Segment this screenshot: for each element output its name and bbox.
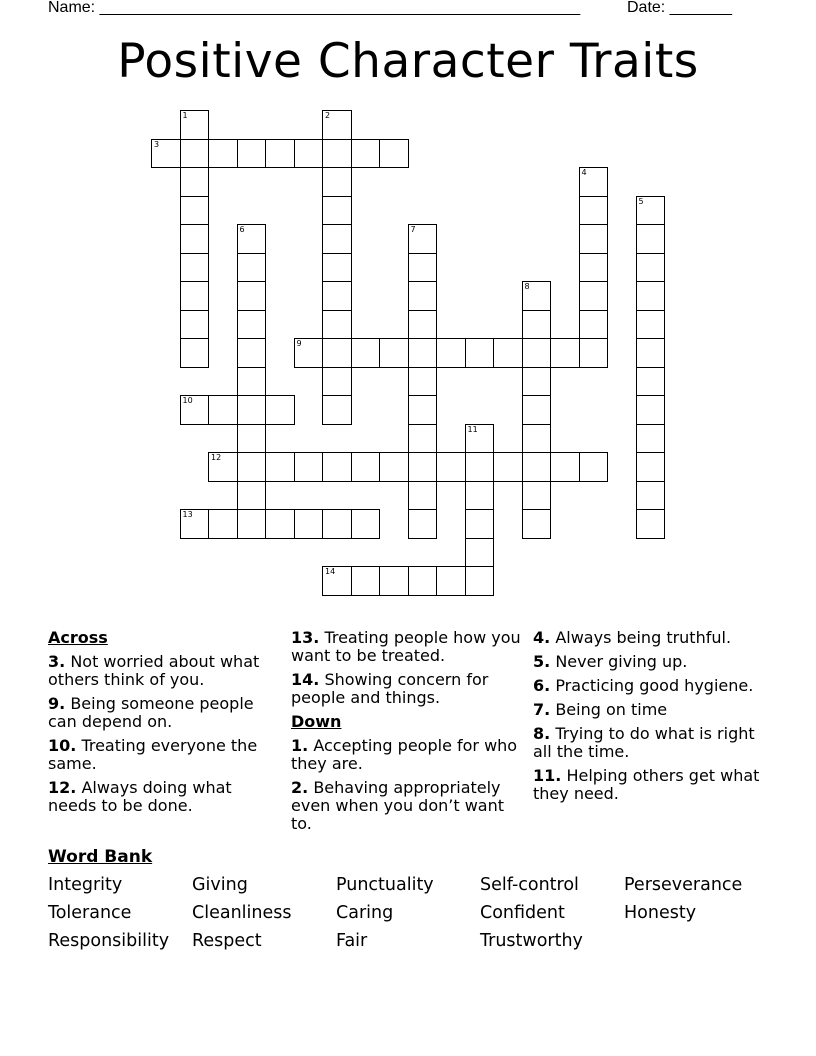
clue-across-14: 14. Showing concern for people and things. — [291, 670, 489, 707]
crossword-cell[interactable] — [322, 253, 352, 283]
crossword-cell[interactable] — [550, 452, 580, 482]
clue-number: 11 — [467, 424, 478, 434]
crossword-cell[interactable] — [180, 167, 210, 197]
crossword-cell[interactable] — [579, 310, 609, 340]
crossword-cell[interactable] — [322, 281, 352, 311]
crossword-cell[interactable] — [180, 139, 210, 169]
clue-number: 1 — [182, 111, 188, 120]
crossword-cell[interactable] — [579, 167, 609, 197]
crossword-cell[interactable] — [408, 509, 438, 539]
clue-down-8: 8. Trying to do what is right all the time. — [533, 724, 755, 761]
word-bank-item: Fair — [336, 931, 368, 951]
crossword-cell[interactable] — [636, 481, 666, 511]
crossword-cell[interactable] — [379, 452, 409, 482]
clue-across-9: 9. Being someone people can depend on. — [48, 694, 254, 731]
crossword-cell[interactable] — [493, 452, 523, 482]
crossword-cell[interactable] — [636, 509, 666, 539]
crossword-cell[interactable] — [180, 281, 210, 311]
crossword-cell[interactable] — [522, 424, 552, 454]
crossword-cell[interactable] — [294, 338, 324, 368]
word-bank-item: Caring — [336, 903, 394, 923]
crossword-cell[interactable] — [237, 338, 267, 368]
word-bank-item: Cleanliness — [192, 903, 292, 923]
crossword-cell[interactable] — [379, 139, 409, 169]
clue-down-2: 2. Behaving appropriately even when you don’t want to. — [291, 778, 504, 833]
crossword-cell[interactable] — [408, 452, 438, 482]
crossword-cell[interactable] — [322, 196, 352, 226]
crossword-cell[interactable] — [208, 139, 238, 169]
crossword-cell[interactable] — [351, 509, 381, 539]
crossword-cell[interactable] — [636, 395, 666, 425]
clue-number: 8 — [524, 282, 530, 291]
clue-number: 6 — [239, 225, 245, 234]
crossword-cell[interactable] — [579, 281, 609, 311]
across-heading: Across — [48, 628, 108, 647]
crossword-cell[interactable] — [265, 139, 295, 169]
clue-across-13: 13. Treating people how you want to be treated. — [291, 628, 521, 665]
crossword-cell[interactable] — [322, 338, 352, 368]
crossword-cell[interactable] — [465, 452, 495, 482]
crossword-cell[interactable] — [579, 224, 609, 254]
word-bank-item: Tolerance — [48, 903, 132, 923]
crossword-cell[interactable] — [465, 481, 495, 511]
clue-down-11: 11. Helping others get what they need. — [533, 766, 760, 803]
crossword-cell[interactable] — [351, 452, 381, 482]
crossword-cell[interactable] — [636, 424, 666, 454]
crossword-cell[interactable] — [436, 452, 466, 482]
word-bank-item: Honesty — [624, 903, 697, 923]
crossword-cell[interactable] — [408, 281, 438, 311]
crossword-cell[interactable] — [636, 310, 666, 340]
crossword-cell[interactable] — [180, 338, 210, 368]
clue-down-7: 7. Being on time — [533, 700, 668, 719]
crossword-cell[interactable] — [636, 224, 666, 254]
crossword-cell[interactable] — [322, 566, 352, 596]
crossword-cell[interactable] — [522, 395, 552, 425]
crossword-cell[interactable] — [180, 310, 210, 340]
clue-number: 14 — [325, 567, 336, 576]
crossword-cell[interactable] — [550, 338, 580, 368]
crossword-cell[interactable] — [294, 139, 324, 169]
crossword-cell[interactable] — [522, 452, 552, 482]
crossword-cell[interactable] — [522, 310, 552, 340]
clue-number: 10 — [182, 396, 193, 405]
crossword-cell[interactable] — [522, 367, 552, 397]
word-bank-item: Self-control — [480, 875, 579, 895]
crossword-cell[interactable] — [579, 253, 609, 283]
crossword-cell[interactable] — [379, 566, 409, 596]
crossword-cell[interactable] — [237, 424, 267, 454]
crossword-cell[interactable] — [180, 395, 210, 425]
name-field[interactable]: Name: ______________________________________________________ — [48, 0, 581, 16]
word-bank-item: Giving — [192, 875, 248, 895]
crossword-cell[interactable] — [265, 509, 295, 539]
crossword-cell[interactable] — [522, 481, 552, 511]
crossword-cell[interactable] — [522, 509, 552, 539]
crossword-cell[interactable] — [351, 566, 381, 596]
clue-down-5: 5. Never giving up. — [533, 652, 688, 671]
clue-number: 13 — [182, 510, 193, 519]
crossword-cell[interactable] — [465, 338, 495, 368]
word-bank-item: Responsibility — [48, 931, 170, 951]
crossword-cell[interactable] — [522, 281, 552, 311]
crossword-cell[interactable] — [237, 281, 267, 311]
crossword-cell[interactable] — [408, 338, 438, 368]
crossword-cell[interactable] — [408, 566, 438, 596]
crossword-cell[interactable] — [579, 196, 609, 226]
crossword-cell[interactable] — [636, 281, 666, 311]
clues-column-1 — [48, 629, 278, 821]
word-bank-item: Perseverance — [624, 875, 743, 895]
crossword-cell[interactable] — [180, 224, 210, 254]
date-field[interactable]: Date: _______ — [627, 0, 732, 16]
crossword-cell[interactable] — [237, 310, 267, 340]
page-title: Positive Character Traits — [117, 34, 699, 89]
crossword-cell[interactable] — [322, 509, 352, 539]
crossword-cell[interactable] — [408, 367, 438, 397]
crossword-cell[interactable] — [408, 310, 438, 340]
word-bank-item: Trustworthy — [480, 931, 583, 951]
word-bank-item: Confident — [480, 903, 565, 923]
crossword-cell[interactable] — [322, 395, 352, 425]
clue-down-1: 1. Accepting people for who they are. — [291, 736, 518, 773]
down-heading: Down — [291, 712, 342, 731]
crossword-cell[interactable] — [265, 452, 295, 482]
word-bank-heading: Word Bank — [48, 847, 153, 867]
crossword-cell[interactable] — [322, 167, 352, 197]
crossword-cell[interactable] — [636, 367, 666, 397]
crossword-cell[interactable] — [436, 566, 466, 596]
clues-column-3 — [533, 629, 773, 809]
clue-across-12: 12. Always doing what needs to be done. — [48, 778, 232, 815]
crossword-cell[interactable] — [180, 196, 210, 226]
crossword-cell[interactable] — [294, 452, 324, 482]
clue-number: 12 — [211, 453, 222, 462]
crossword-cell[interactable] — [322, 110, 352, 140]
crossword-cell[interactable] — [151, 139, 181, 169]
clue-across-10: 10. Treating everyone the same. — [48, 736, 258, 773]
clue-down-4: 4. Always being truthful. — [533, 628, 732, 647]
crossword-cell[interactable] — [265, 395, 295, 425]
clue-number: 2 — [325, 111, 331, 120]
crossword-cell[interactable] — [322, 367, 352, 397]
crossword-cell[interactable] — [237, 139, 267, 169]
crossword-cell[interactable] — [436, 338, 466, 368]
crossword-cell[interactable] — [237, 509, 267, 539]
crossword-cell[interactable] — [636, 452, 666, 482]
clue-number: 4 — [581, 168, 587, 177]
word-bank-item: Punctuality — [336, 875, 434, 895]
crossword-cell[interactable] — [636, 253, 666, 283]
clue-number: 3 — [154, 139, 160, 149]
crossword-cell[interactable] — [351, 139, 381, 169]
clue-across-3: 3. Not worried about what others think of you. — [48, 652, 260, 689]
clues-column-2 — [291, 629, 521, 839]
crossword-cell[interactable] — [408, 424, 438, 454]
crossword-cell[interactable] — [636, 196, 666, 226]
crossword-cell[interactable] — [351, 338, 381, 368]
crossword-cell[interactable] — [465, 538, 495, 568]
clue-number: 9 — [296, 339, 302, 348]
crossword-cell[interactable] — [322, 310, 352, 340]
crossword-cell[interactable] — [322, 139, 352, 169]
clue-number: 7 — [410, 225, 416, 234]
crossword-cell[interactable] — [636, 338, 666, 368]
crossword-cell[interactable] — [237, 481, 267, 511]
crossword-cell[interactable] — [579, 452, 609, 482]
crossword-cell[interactable] — [180, 509, 210, 539]
crossword-cell[interactable] — [208, 509, 238, 539]
clue-down-6: 6. Practicing good hygiene. — [533, 676, 754, 695]
word-bank-item: Integrity — [48, 875, 123, 895]
crossword-cell[interactable] — [322, 452, 352, 482]
word-bank-item: Respect — [192, 931, 262, 951]
crossword-cell[interactable] — [208, 395, 238, 425]
crossword-cell[interactable] — [465, 424, 495, 454]
clue-number: 5 — [638, 196, 644, 206]
crossword-cell[interactable] — [408, 481, 438, 511]
crossword-cell[interactable] — [522, 338, 552, 368]
crossword-cell[interactable] — [493, 338, 523, 368]
crossword-cell[interactable] — [180, 253, 210, 283]
crossword-cell[interactable] — [408, 224, 438, 254]
crossword-cell[interactable] — [379, 338, 409, 368]
crossword-cell[interactable] — [237, 224, 267, 254]
crossword-cell[interactable] — [322, 224, 352, 254]
crossword-cell[interactable] — [465, 509, 495, 539]
crossword-cell[interactable] — [237, 452, 267, 482]
crossword-cell[interactable] — [237, 395, 267, 425]
crossword-cell[interactable] — [408, 253, 438, 283]
crossword-cell[interactable] — [579, 338, 609, 368]
crossword-cell[interactable] — [294, 509, 324, 539]
crossword-cell[interactable] — [237, 367, 267, 397]
crossword-cell[interactable] — [208, 452, 238, 482]
crossword-cell[interactable] — [180, 110, 210, 140]
crossword-cell[interactable] — [408, 395, 438, 425]
crossword-cell[interactable] — [465, 566, 495, 596]
crossword-cell[interactable] — [237, 253, 267, 283]
